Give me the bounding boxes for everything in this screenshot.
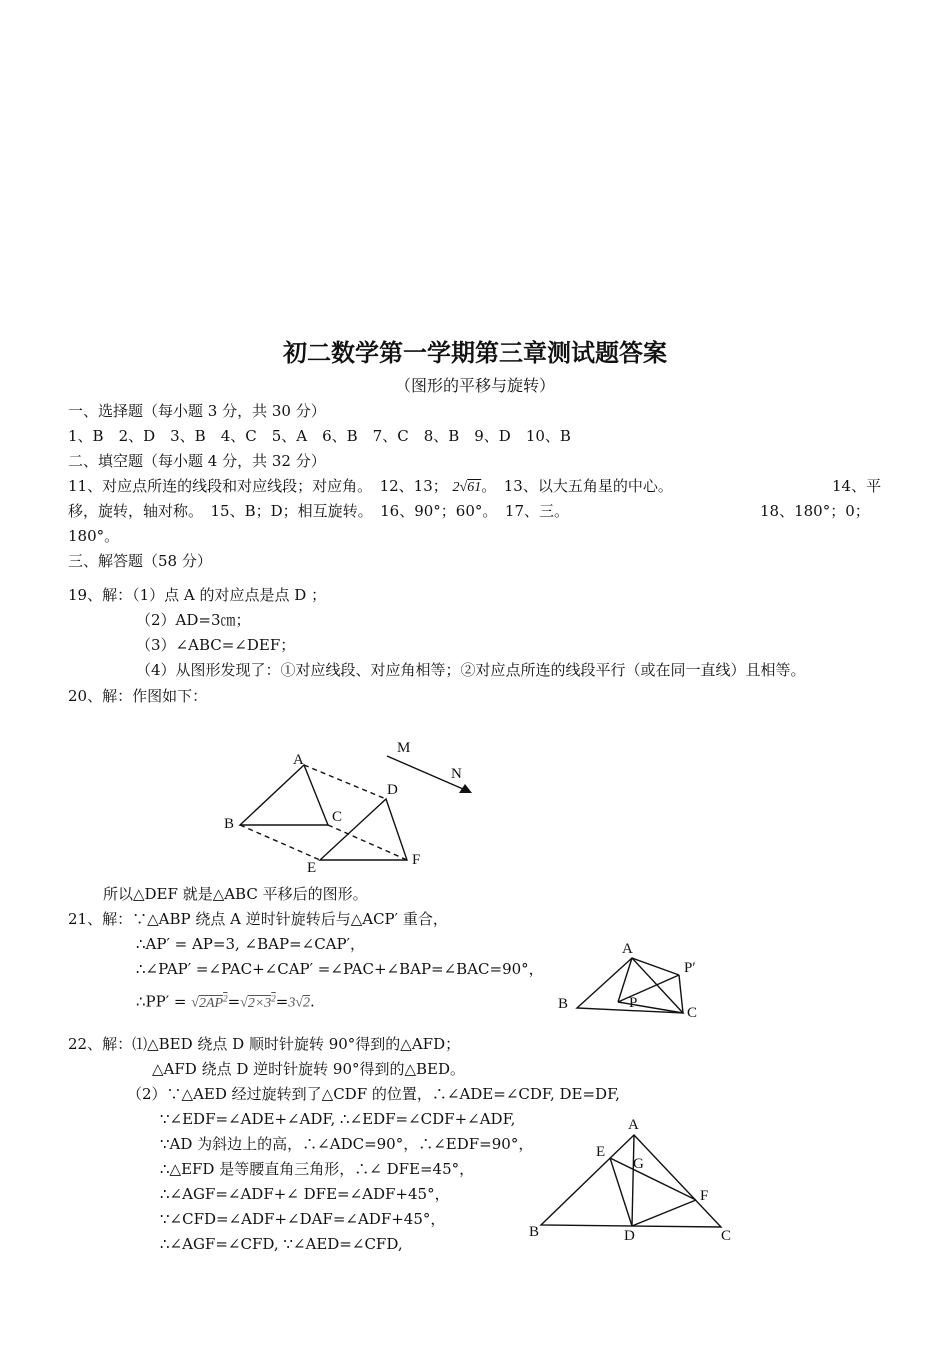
- label-b: B: [224, 816, 235, 832]
- page-title: 初二数学第一学期第三章测试题答案: [283, 339, 667, 367]
- sqrt3-content: 2: [303, 995, 311, 1011]
- label-a: A: [628, 1117, 639, 1133]
- label-b: B: [529, 1224, 540, 1240]
- q21-eq2: =: [275, 992, 289, 1011]
- label-e: E: [596, 1144, 606, 1160]
- q20-translation-figure: [215, 735, 485, 875]
- section2-line1-b: 。 13、以大五角星的中心。: [481, 477, 673, 495]
- sqrt61-radicand: 61: [467, 480, 482, 495]
- sqrt1-content: 2AP: [198, 995, 224, 1011]
- q21-line2: ∴AP′ = AP=3, ∠BAP=∠CAP′，: [136, 935, 366, 953]
- section2-line3: 180°。: [68, 527, 120, 545]
- q21-line3: ∴∠PAP′ =∠PAC+∠CAP′ =∠PAC+∠BAP=∠BAC=90°，: [136, 960, 544, 978]
- dashed-line-be: [240, 825, 320, 860]
- section1-answers: 1、B 2、D 3、B 4、C 5、A 6、B 7、C 8、B 9、D 10、B: [68, 427, 571, 445]
- label-p: P: [629, 995, 638, 1011]
- label-c: C: [721, 1228, 732, 1244]
- q22-line1: 22、解：⑴△BED 绕点 D 顺时针旋转 90°得到的△AFD；: [68, 1035, 461, 1053]
- label-d: D: [387, 782, 398, 798]
- q22-triangle-figure: [525, 1110, 740, 1250]
- sqrt-2x3-squared: $√2\times 3^2$: [240, 993, 276, 1011]
- q21-eq1: =: [227, 992, 241, 1011]
- altitude-ad: [632, 1135, 634, 1226]
- section2-line2-b: 18、180°；0；: [760, 502, 870, 520]
- q22-line2: △AFD 绕点 D 逆时针旋转 90°得到的△BED。: [152, 1060, 466, 1078]
- label-c: C: [687, 1005, 698, 1021]
- label-b: B: [558, 996, 569, 1012]
- q22-line8: ∵∠CFD=∠ADF+∠DAF=∠ADF+45°，: [160, 1210, 446, 1228]
- q19-line1: 19、解：（1）点 A 的对应点是点 D ；: [68, 586, 327, 604]
- q22-line7: ∴∠AGF=∠ADF+∠ DFE=∠ADF+45°，: [160, 1185, 450, 1203]
- q22-line5: ∵AD 为斜边上的高，∴∠ADC=90°，∴∠EDF=90°，: [160, 1135, 534, 1153]
- sqrt2-exponent: 2: [271, 993, 276, 1003]
- q21-line4-prefix: ∴PP′ =: [136, 992, 187, 1011]
- label-f: F: [700, 1188, 709, 1204]
- section2-line1-c: 14、平: [832, 477, 882, 495]
- q22-line3: （2）∵△AED 经过旋转到了△CDF 的位置，∴∠ADE=∠CDF, DE=DF,: [127, 1085, 620, 1103]
- q22-line6: ∴△EFD 是等腰直角三角形，∴∠ DFE=45°，: [160, 1160, 475, 1178]
- q20-conclusion: 所以△DEF 就是△ABC 平移后的图形。: [103, 885, 368, 903]
- sqrt61-coef: 2: [452, 480, 460, 495]
- label-d: D: [624, 1228, 635, 1244]
- q21-line1: 21、解：∵△ABP 绕点 A 逆时针旋转后与△ACP′ 重合，: [68, 910, 448, 928]
- segment-ef: [610, 1158, 696, 1200]
- q21-end: .: [310, 992, 315, 1011]
- sqrt-2ap-squared: $√2AP^2$: [191, 993, 228, 1011]
- label-c: C: [332, 809, 343, 825]
- section1-heading: 一、选择题（每小题 3 分，共 30 分）: [68, 402, 326, 420]
- label-a: A: [293, 752, 304, 768]
- sqrt2-content: 2×3: [247, 995, 272, 1011]
- label-e: E: [307, 860, 317, 876]
- label-f: F: [412, 852, 421, 868]
- sqrt1-exponent: 2: [223, 993, 228, 1003]
- q19-line4: （4）从图形发现了：①对应线段、对应角相等；②对应点所连的线段平行（或在同一直线）且相等。: [136, 661, 806, 679]
- q19-line2: （2）AD=3㎝；: [136, 611, 251, 629]
- section2-heading: 二、填空题（每小题 4 分，共 32 分）: [68, 452, 326, 470]
- label-p-prime: P′: [684, 960, 696, 976]
- label-m: M: [397, 740, 411, 756]
- triangle-abc: [240, 765, 328, 825]
- section3-heading: 三、解答题（58 分）: [68, 552, 212, 570]
- q19-line3: （3）∠ABC=∠DEF；: [136, 636, 296, 654]
- q22-line4: ∵∠EDF=∠ADE+∠ADF, ∴∠EDF=∠CDF+∠ADF,: [160, 1110, 516, 1128]
- q22-line9: ∴∠AGF=∠CFD, ∵∠AED=∠CFD,: [160, 1235, 403, 1253]
- sqrt3-coef: 3: [288, 995, 296, 1011]
- q21-rotation-figure: [550, 935, 710, 1025]
- section2-line1-a: 11、对应点所连的线段和对应线段；对应角。 12、13；: [68, 477, 448, 495]
- q21-line4: [136, 988, 315, 1014]
- sqrt61-expression: 2√61: [452, 480, 482, 495]
- page-subtitle: （图形的平移与旋转）: [394, 376, 555, 395]
- label-a: A: [622, 941, 633, 957]
- segment-ed: [610, 1158, 632, 1226]
- segment-p2c: [679, 975, 683, 1013]
- segment-df: [632, 1200, 696, 1226]
- triangle-abc: [541, 1135, 721, 1227]
- q20-line1: 20、解：作图如下：: [68, 687, 208, 705]
- label-g: G: [633, 1156, 644, 1172]
- section2-line1: [68, 476, 673, 498]
- three-sqrt2: 3√2: [288, 995, 311, 1011]
- label-n: N: [451, 766, 462, 782]
- section2-line2: 移，旋转，轴对称。 15、B；D；相互旋转。 16、90°；60°。 17、三。: [68, 502, 569, 520]
